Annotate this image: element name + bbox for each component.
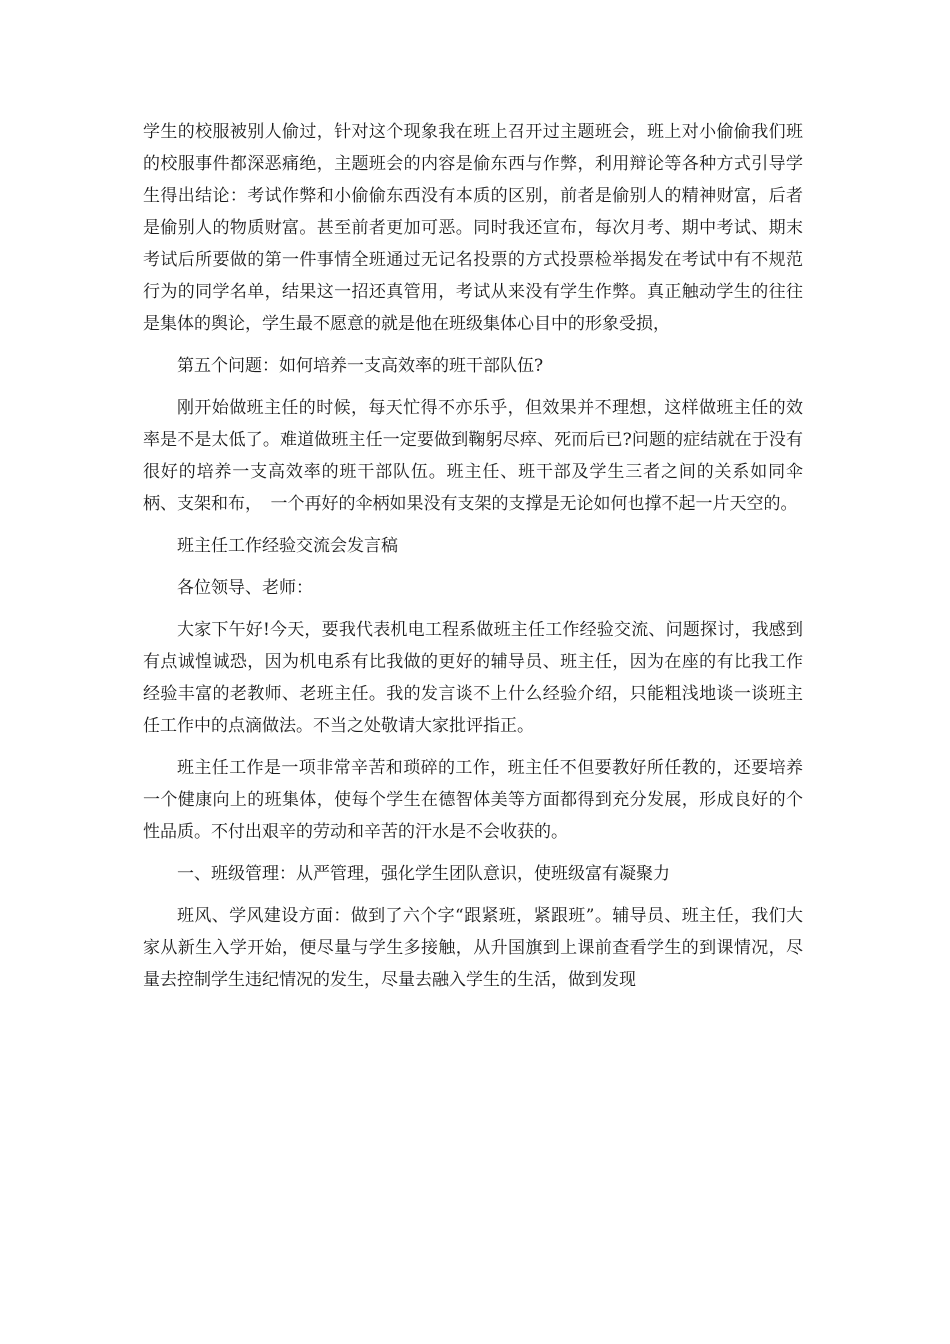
speech-salutation: 各位领导、老师： [177, 578, 313, 598]
speech-title: 班主任工作经验交流会发言稿 [177, 536, 398, 556]
document-body [143, 116, 803, 996]
paragraph-continuation: 学生的校服被别人偷过，针对这个现象我在班上召开过主题班会，班上对小偷偷我们班的校服事件都深恶痛绝，主题班会的内容是偷东西与作弊，利用辩论等各种方式引导学生得出结论：考试作弊和小偷偷东西没有本质的区别，前者是偷别人的精神财富，后者是偷别人的物质财富。甚至前者更加可恶。同时我还宣布，每次月考、期中考试、期末考试后所要做的第一件事情全班通过无记名投票的方式投票检举揭发在考试中有不规范行为的同学名单，结果这一招还真管用，考试从来没有学生作弊。真正触动学生的往往是集体的舆论，学生最不愿意的就是他在班级集体心目中的形象受损， [143, 122, 803, 334]
paragraph-class-style: 班风、学风建设方面：做到了六个字“跟紧班，紧跟班”。辅导员、班主任，我们大家从新生入学开始，便尽量与学生多接触，从升国旗到上课前查看学生的到课情况，尽量去控制学生违纪情况的发生，尽量去融入学生的生活，做到发现 [143, 906, 803, 990]
paragraph-class-cadre: 刚开始做班主任的时候，每天忙得不亦乐乎，但效果并不理想，这样做班主任的效率是不是太低了。难道做班主任一定要做到鞠躬尽瘁、死而后已?问题的症结就在于没有很好的培养一支高效率的班干部队伍。班主任、班干部及学生三者之间的关系如同伞柄、支架和布， 一个再好的伞柄如果没有支架的支撑是无论如何也撑不起一片天空的。 [143, 398, 803, 514]
paragraph-work-nature: 班主任工作是一项非常辛苦和琐碎的工作，班主任不但要教好所任教的，还要培养一个健康向上的班集体，使每个学生在德智体美等方面都得到充分发展，形成良好的个性品质。不付出艰辛的劳动和辛苦的汗水是不会收获的。 [143, 758, 803, 842]
question-five-heading: 第五个问题：如何培养一支高效率的班干部队伍? [177, 356, 544, 376]
paragraph-greeting: 大家下午好!今天，要我代表机电工程系做班主任工作经验交流、问题探讨，我感到有点诚惶诚恐，因为机电系有比我做的更好的辅导员、班主任，因为在座的有比我工作经验丰富的老教师、老班主任。我的发言谈不上什么经验介绍，只能粗浅地谈一谈班主任工作中的点滴做法。不当之处敬请大家批评指正。 [143, 620, 803, 736]
section-heading-class-management: 一、班级管理：从严管理，强化学生团队意识，使班级富有凝聚力 [177, 864, 670, 884]
